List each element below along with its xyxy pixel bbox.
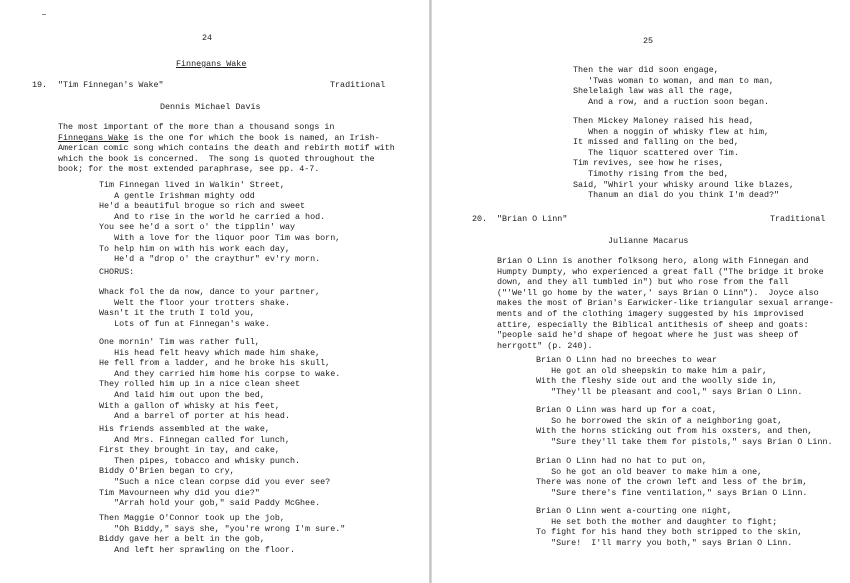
stanza [536,506,802,548]
verse-line: Tim revives, see how he rises, [573,158,724,169]
verse-line: Welt the floor your trotters shake. [99,297,290,308]
right-page [432,0,850,583]
page-number: 25 [643,36,654,46]
verse-line: Then Maggie O'Connor took up the job, [99,513,285,523]
page-number: 24 [202,33,213,43]
verse-line: So he borrowed the skin of a neighboring goat, [536,415,783,426]
verse-line: His friends assembled at the wake, [99,424,270,434]
verse-line: 'Twas woman to woman, and man to man, [573,75,775,86]
intro-line: book; for the most extended paraphrase, see pp. 4-7. [58,164,320,175]
verse-line: It missed and falling on the bed, [573,137,739,148]
stanza [536,405,833,447]
intro-line: Humpty Dumpty, who experienced a great fall ("The bridge it broke [497,266,824,277]
verse-line: Thanum an dial do you think I'm dead?" [573,190,780,201]
book-title: Finnegans Wake [58,132,129,143]
verse-line: A gentle Irishman mighty odd [99,190,255,201]
verse-line: "They'll be pleasant and cool," says Brian O Linn. [536,386,803,397]
verse-line: So he got an old beaver to make him a one, [536,466,763,477]
verse-line: Brian O Linn was hard up for a coat, [536,405,717,415]
verse-line: And to rise in the world he carried a hod. [99,211,326,222]
entry-attribution: Traditional [770,214,826,224]
intro-line-with-title [58,133,395,144]
entry-attribution: Traditional [330,80,386,90]
verse-line: And a barrel of porter at his head. [99,411,290,422]
verse-line: When a noggin of whisky flew at him, [573,126,770,137]
verse-line: They rolled him up in a nice clean sheet [99,379,301,390]
verse-line: Timothy rising from the bed, [573,168,729,179]
intro-line: ("'We'll go home by the water,' says Brian O Linn"). Joyce also [497,287,819,298]
verse-line: Shelelaigh law was all the rage, [573,86,734,97]
verse-line: Tim Mavourneen why did you die?" [99,487,260,498]
verse-line: First they brought in tay, and cake, [99,445,280,456]
verse-line: You see he'd a sort o' the tipplin' way [99,222,296,233]
stanza [536,355,802,397]
verse-line: To fight for his hand they both stripped to the skin, [536,527,803,538]
verse-line: Said, "Whirl your whisky around like blazes, [573,179,795,190]
verse-line: Then Mickey Maloney raised his head, [573,116,754,126]
verse-line: One mornin' Tim was rather full, [99,337,260,347]
stanza [99,337,340,422]
intro-line: "people said he'd shape of hegoat where he just was sheep of [497,330,799,341]
verse-line: His head felt heavy which made him shake, [99,347,321,358]
verse-line: Brian O Linn had no hat to put on, [536,456,707,466]
verse-line: With the horns sticking out from his oxsters, and then, [536,426,813,437]
entry-title: "Brian O Linn" [497,214,568,224]
entry-number: 19. [32,80,48,90]
verse-line: He got an old sheepskin to make him a pair, [536,365,768,376]
verse-line: And laid him out upon the bed, [99,389,265,400]
verse-line: Brian O Linn had no breeches to wear [536,355,717,365]
intro-line: down, and they all tumbled in") but who rose from the fall [497,277,789,288]
verse-line: Then the war did soon engage, [573,65,719,75]
verse-line: With a gallon of whisky at his feet, [99,400,280,411]
verse-line: "Arrah hold your gob," said Paddy McGhee. [99,498,321,509]
verse-line: And a row, and a ruction soon began. [573,96,770,107]
verse-line: Lots of fun at Finnegan's wake. [99,318,270,329]
verse-line: "Sure they'll take them for pistols," says Brian O Linn. [536,436,833,447]
verse-line: He fell from a ladder, and he broke his skull, [99,358,331,369]
entry-author: Julianne Macarus [608,236,689,246]
verse-line: Wasn't it the truth I told you, [99,308,255,319]
verse-line: With the fleshy side out and the woolly side in, [536,376,778,387]
verse-line: Biddy O'Brien began to cry, [99,466,235,477]
verse-line: "Oh Biddy," says she, "you're wrong I'm sure." [99,523,346,534]
intro-line: herrgott" (p. 240). [497,340,593,351]
entry-title: "Tim Finnegan's Wake" [58,80,164,90]
chorus-label: CHORUS: [99,267,135,277]
verse-line: Brian O Linn went a-courting one night, [536,506,733,516]
verse-line: "Such a nice clean corpse did you ever see? [99,476,331,487]
verse-line: And Mrs. Finnegan called for lunch, [99,434,290,445]
intro-line: is the one for which the book is named, an Irish- [128,132,380,143]
intro-paragraph [58,122,395,175]
verse-line: Then pipes, tobacco and whisky punch. [99,455,301,466]
stanza [99,180,340,265]
verse-line: He set both the mother and daughter to fight; [536,516,778,527]
verse-line: He'd a beautiful brogue so rich and sweet [99,201,306,212]
intro-line: The most important of the more than a thousand songs in [58,122,335,132]
stanza [536,456,807,498]
intro-line: attire, especially the Biblical antithesis of sheep and goats: [497,319,809,330]
intro-line: makes the most of Brian's Earwicker-like triangular sexual arrange- [497,298,834,309]
verse-line: "Sure! I'll marry you both," says Brian O Linn. [536,537,793,548]
chorus [99,287,320,329]
entry-number: 20. [472,214,488,224]
verse-line: Whack fol the da now, dance to your partner, [99,287,321,297]
intro-line: American comic song which contains the death and rebirth motif with [58,143,395,154]
verse-line: Biddy gave her a belt in the gob, [99,534,265,545]
stanza [99,513,345,555]
verse-line: And left her sprawling on the floor. [99,544,296,555]
verse-line: Tim Finnegan lived in Walkin' Street, [99,180,285,190]
verse-line: With a love for the liquor poor Tim was born, [99,232,341,243]
stanza [573,116,794,201]
section-title: Finnegans Wake [176,59,247,69]
stanza [99,424,330,509]
verse-line: There was none of the crown left and less of the brim, [536,477,808,488]
intro-line: Brian O Linn is another folksong hero, along with Finnegan and [497,256,809,266]
intro-paragraph [497,256,834,351]
verse-line: And they carried him home his corpse to wake. [99,368,341,379]
stanza [573,65,774,107]
verse-line: To help him on with his work each day, [99,243,290,254]
entry-author: Dennis Michael Davis [160,102,261,112]
verse-line: He'd a "drop o' the craythur" ev'ry morn. [99,254,321,265]
intro-line: which the book is concerned. The song is quoted throughout the [58,153,375,164]
verse-line: The liquor scattered over Tim. [573,147,739,158]
intro-line: ments and of the clothing imagery suggested by his improvised [497,308,804,319]
verse-line: "Sure there's fine ventilation," says Brian O Linn. [536,487,808,498]
